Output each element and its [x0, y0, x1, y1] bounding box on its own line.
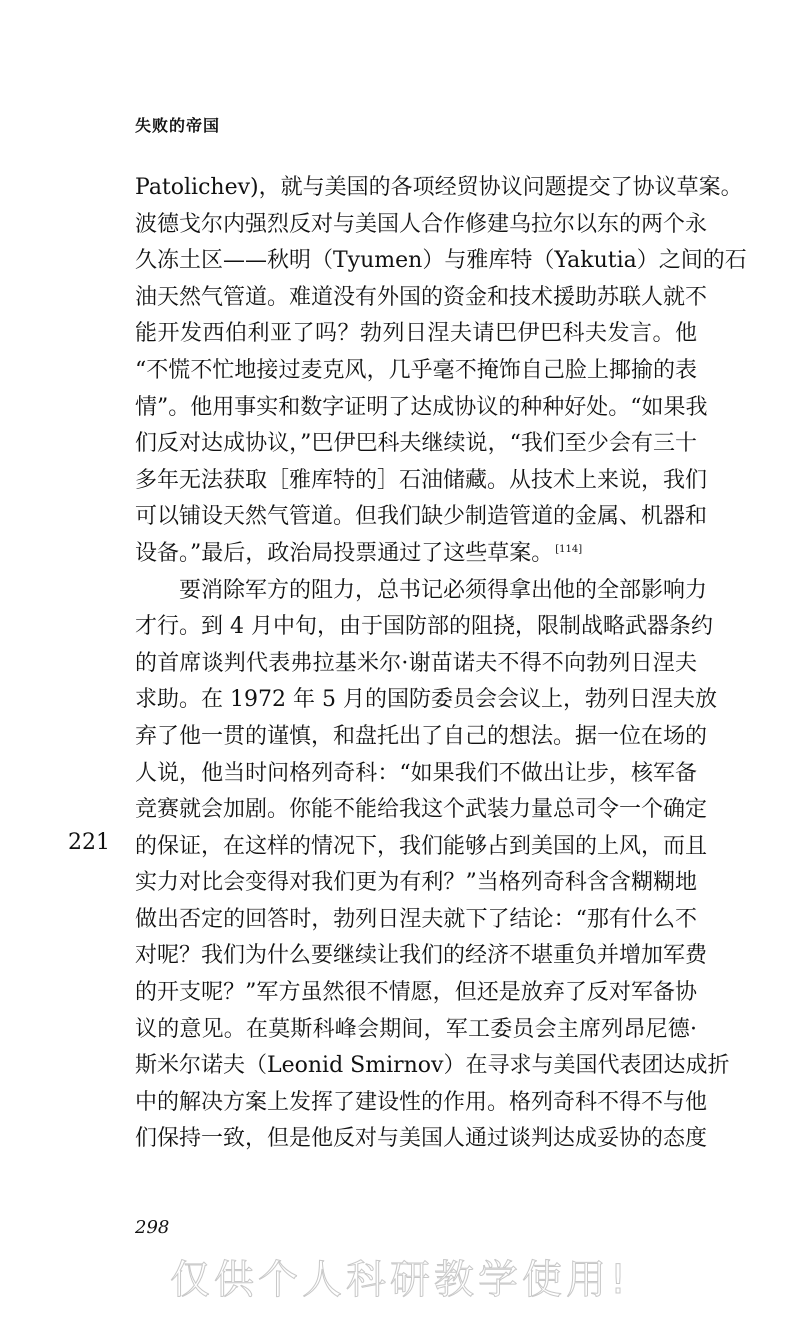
- text-line: 情”。他用事实和数字证明了达成协议的种种好处。“如果我: [135, 394, 708, 420]
- text-line: “不慌不忙地接过麦克风，几乎毫不掩饰自己脸上揶揄的表: [135, 357, 697, 383]
- text-line: 做出否定的回答时，勃列日涅夫就下了结论：“那有什么不: [135, 906, 697, 932]
- paragraph-2: [135, 573, 730, 1159]
- text-line: 议的意见。在莫斯科峰会期间，军工委员会主席列昂尼德·: [135, 1016, 697, 1042]
- text-line: 可以铺设天然气管道。但我们缺少制造管道的金属、机器和: [135, 504, 708, 530]
- text-line: 竞赛就会加剧。你能不能给我这个武装力量总司令一个确定: [135, 797, 708, 823]
- text-line: 的首席谈判代表弗拉基米尔·谢苗诺夫不得不向勃列日涅夫: [135, 650, 697, 676]
- original-page-number: 221: [68, 830, 110, 855]
- text-line: 的开支呢？”军方虽然很不情愿，但还是放弃了反对军备协: [135, 980, 697, 1006]
- paragraph-1: [135, 170, 747, 573]
- text-line: 油天然气管道。难道没有外国的资金和技术援助苏联人就不: [135, 284, 708, 310]
- text-line: 久冻土区——秋明（Tyumen）与雅库特（Yakutia）之间的石: [135, 248, 747, 274]
- text-line: 才行。到 4 月中旬，由于国防部的阻挠，限制战略武器条约: [135, 614, 713, 640]
- text-line: 对呢？我们为什么要继续让我们的经济不堪重负并增加军费: [135, 943, 708, 969]
- text-line-content: 设备。”最后，政治局投票通过了这些草案。: [135, 540, 554, 566]
- text-line: 求助。在 1972 年 5 月的国防委员会会议上，勃列日涅夫放: [135, 687, 717, 713]
- text-line: 中的解决方案上发挥了建设性的作用。格列奇科不得不与他: [135, 1089, 708, 1115]
- text-line: 实力对比会变得对我们更为有利？”当格列奇科含含糊糊地: [135, 870, 697, 896]
- text-line: Patolichev)，就与美国的各项经贸协议问题提交了协议草案。: [135, 175, 743, 200]
- text-line: 波德戈尔内强烈反对与美国人合作修建乌拉尔以东的两个永: [135, 211, 708, 237]
- watermark-text: 仅供个人科研教学使用!: [170, 1257, 631, 1303]
- text-line: 的保证，在这样的情况下，我们能够占到美国的上风，而且: [135, 833, 708, 859]
- text-line: 人说，他当时问格列奇科：“如果我们不做出让步，核军备: [135, 760, 697, 786]
- text-line: 们反对达成协议，”巴伊巴科夫继续说，“我们至少会有三十: [135, 431, 697, 457]
- footnote-reference: [114]: [555, 543, 583, 555]
- text-line-last: [135, 536, 697, 573]
- text-line: 多年无法获取［雅库特的］石油储藏。从技术上来说，我们: [135, 467, 708, 493]
- text-line: 能开发西伯利亚了吗？勃列日涅夫请巴伊巴科夫发言。他: [135, 321, 697, 347]
- body-text: [135, 170, 747, 1158]
- running-head: 失败的帝国: [135, 116, 221, 135]
- text-line: 们保持一致，但是他反对与美国人通过谈判达成妥协的态度: [135, 1126, 708, 1152]
- text-line-first: 要消除军方的阻力，总书记必须得拿出他的全部影响力: [179, 577, 708, 603]
- text-line: 斯米尔诺夫（Leonid Smirnov）在寻求与美国代表团达成折: [135, 1053, 730, 1079]
- text-line: 弃了他一贯的谨慎，和盘托出了自己的想法。据一位在场的: [135, 723, 708, 749]
- page-number: 298: [135, 1217, 170, 1238]
